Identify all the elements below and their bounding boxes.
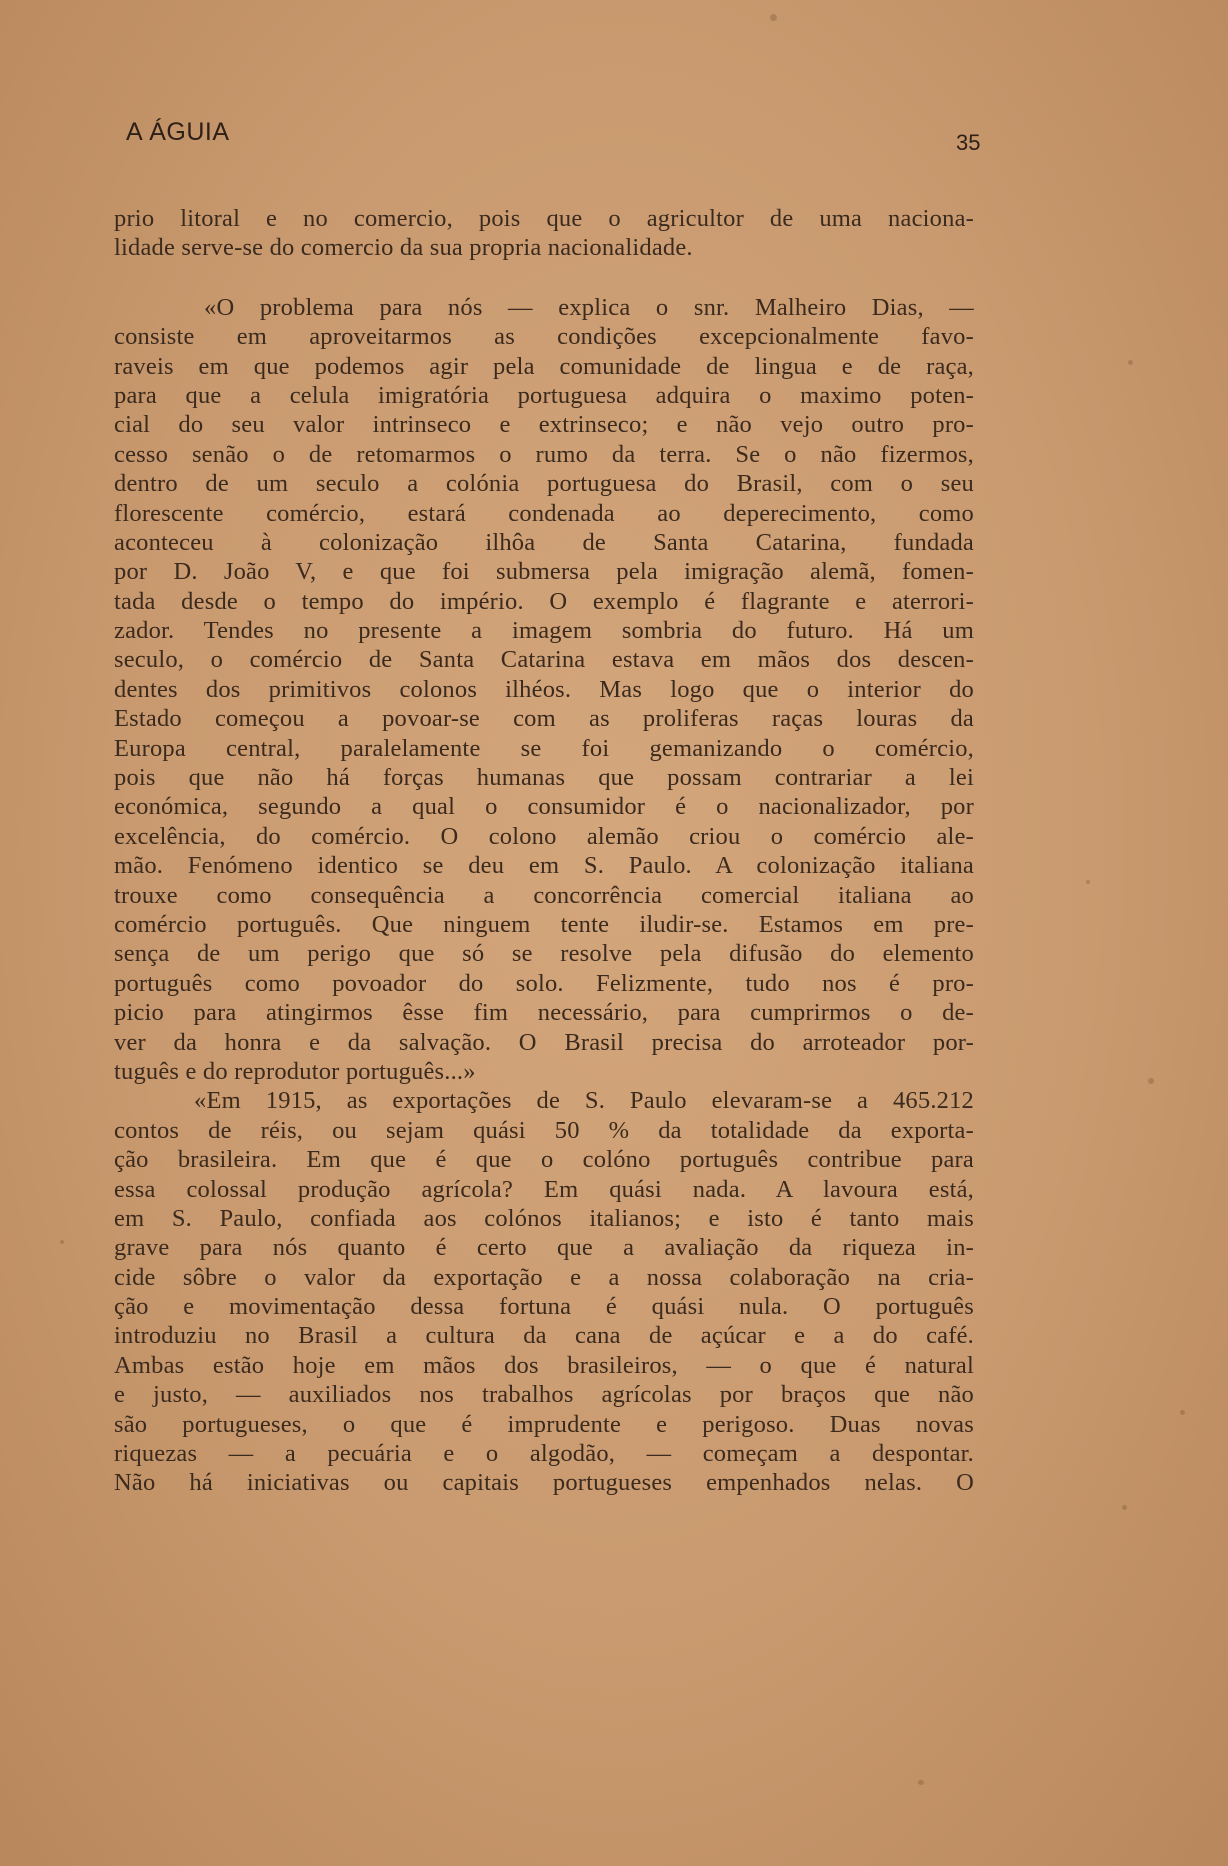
text-line: português como povoador do solo. Felizmente, tudo nos é pro- xyxy=(114,969,974,997)
text-line: Estado começou a povoar-se com as proliferas raças louras da xyxy=(114,705,974,733)
paper-speckle xyxy=(60,1240,64,1244)
text-line: comércio português. Que ninguem tente iludir-se. Estamos em pre- xyxy=(114,910,974,938)
text-line: cesso senão o de retomarmos o rumo da terra. Se o não fizermos, xyxy=(114,440,974,468)
paragraph-gap xyxy=(114,263,974,293)
text-line: aconteceu à colonização ilhôa de Santa Catarina, fundada xyxy=(114,528,974,556)
paper-speckle xyxy=(770,14,777,21)
paper-speckle xyxy=(1148,1078,1154,1084)
text-line: contos de réis, ou sejam quási 50 % da totalidade da exporta- xyxy=(114,1116,974,1144)
text-line: ção brasileira. Em que é que o colóno português contribue para xyxy=(114,1146,974,1174)
text-line: Não há iniciativas ou capitais portugueses empenhados nelas. O xyxy=(114,1469,974,1497)
text-line: consiste em aproveitarmos as condições excepcionalmente favo- xyxy=(114,323,974,351)
text-line: cial do seu valor intrinseco e extrinseco; e não vejo outro pro- xyxy=(114,411,974,439)
text-line: pois que não há forças humanas que possam contrariar a lei xyxy=(114,764,974,792)
paper-speckle xyxy=(918,1780,924,1785)
running-head-title: A ÁGUIA xyxy=(126,118,230,146)
text-line: introduziu no Brasil a cultura da cana de açúcar e a do café. xyxy=(114,1322,974,1350)
text-line: por D. João V, e que foi submersa pela imigração alemã, fomen- xyxy=(114,558,974,586)
paragraph xyxy=(114,293,974,1087)
text-line: essa colossal produção agrícola? Em quási nada. A lavoura está, xyxy=(114,1175,974,1203)
body-text xyxy=(114,204,974,1498)
text-line: são portugueses, o que é imprudente e perigoso. Duas novas xyxy=(114,1410,974,1438)
text-line: mão. Fenómeno identico se deu em S. Paulo. A colonização italiana xyxy=(114,852,974,880)
text-line: picio para atingirmos êsse fim necessário, para cumprirmos o de- xyxy=(114,999,974,1027)
text-line: raveis em que podemos agir pela comunidade de lingua e de raça, xyxy=(114,352,974,380)
text-line: florescente comércio, estará condenada ao deperecimento, como xyxy=(114,499,974,527)
text-line: dentro de um seculo a colónia portuguesa do Brasil, com o seu xyxy=(114,470,974,498)
text-line: económica, segundo a qual o consumidor é o nacionalizador, por xyxy=(114,793,974,821)
text-line: prio litoral e no comercio, pois que o agricultor de uma naciona- xyxy=(114,205,974,232)
text-line: sença de um perigo que só se resolve pela difusão do elemento xyxy=(114,940,974,968)
text-line: grave para nós quanto é certo que a avaliação da riqueza in- xyxy=(114,1234,974,1262)
text-line: e justo, — auxiliados nos trabalhos agrícolas por braços que não xyxy=(114,1381,974,1409)
text-line: excelência, do comércio. O colono alemão criou o comércio ale- xyxy=(114,822,974,850)
text-line: cide sôbre o valor da exportação e a nossa colaboração na cria- xyxy=(114,1263,974,1291)
text-line: ção e movimentação dessa fortuna é quási nula. O português xyxy=(114,1293,974,1321)
paragraph xyxy=(114,1086,974,1497)
paragraph xyxy=(114,204,974,263)
text-line: tuguês e do reprodutor português...» xyxy=(114,1057,476,1085)
text-line: tada desde o tempo do império. O exemplo é flagrante e aterrori- xyxy=(114,587,974,615)
text-line: para que a celula imigratória portuguesa adquira o maximo poten- xyxy=(114,381,974,409)
text-line: em S. Paulo, confiada aos colónos italianos; e isto é tanto mais xyxy=(114,1204,974,1232)
text-line: Europa central, paralelamente se foi gemanizando o comércio, xyxy=(114,734,974,762)
page-number: 35 xyxy=(956,130,981,155)
text-line: «O problema para nós — explica o snr. Malheiro Dias, — xyxy=(204,293,974,321)
text-line: «Em 1915, as exportações de S. Paulo elevaram-se a 465.212 xyxy=(194,1087,974,1115)
text-line: ver da honra e da salvação. O Brasil precisa do arroteador por- xyxy=(114,1028,974,1056)
text-line: trouxe como consequência a concorrência comercial italiana ao xyxy=(114,881,974,909)
paper-speckle xyxy=(1122,1505,1127,1510)
text-line: lidade serve-se do comercio da sua propria nacionalidade. xyxy=(114,234,693,262)
paper-speckle xyxy=(1180,1410,1185,1415)
text-line: dentes dos primitivos colonos ilhéos. Mas logo que o interior do xyxy=(114,675,974,703)
paper-speckle xyxy=(1128,360,1133,365)
text-line: Ambas estão hoje em mãos dos brasileiros, — o que é natural xyxy=(114,1351,974,1379)
text-line: seculo, o comércio de Santa Catarina estava em mãos dos descen- xyxy=(114,646,974,674)
text-line: zador. Tendes no presente a imagem sombria do futuro. Há um xyxy=(114,617,974,645)
paper-speckle xyxy=(1086,880,1090,884)
text-line: riquezas — a pecuária e o algodão, — começam a despontar. xyxy=(114,1440,974,1468)
